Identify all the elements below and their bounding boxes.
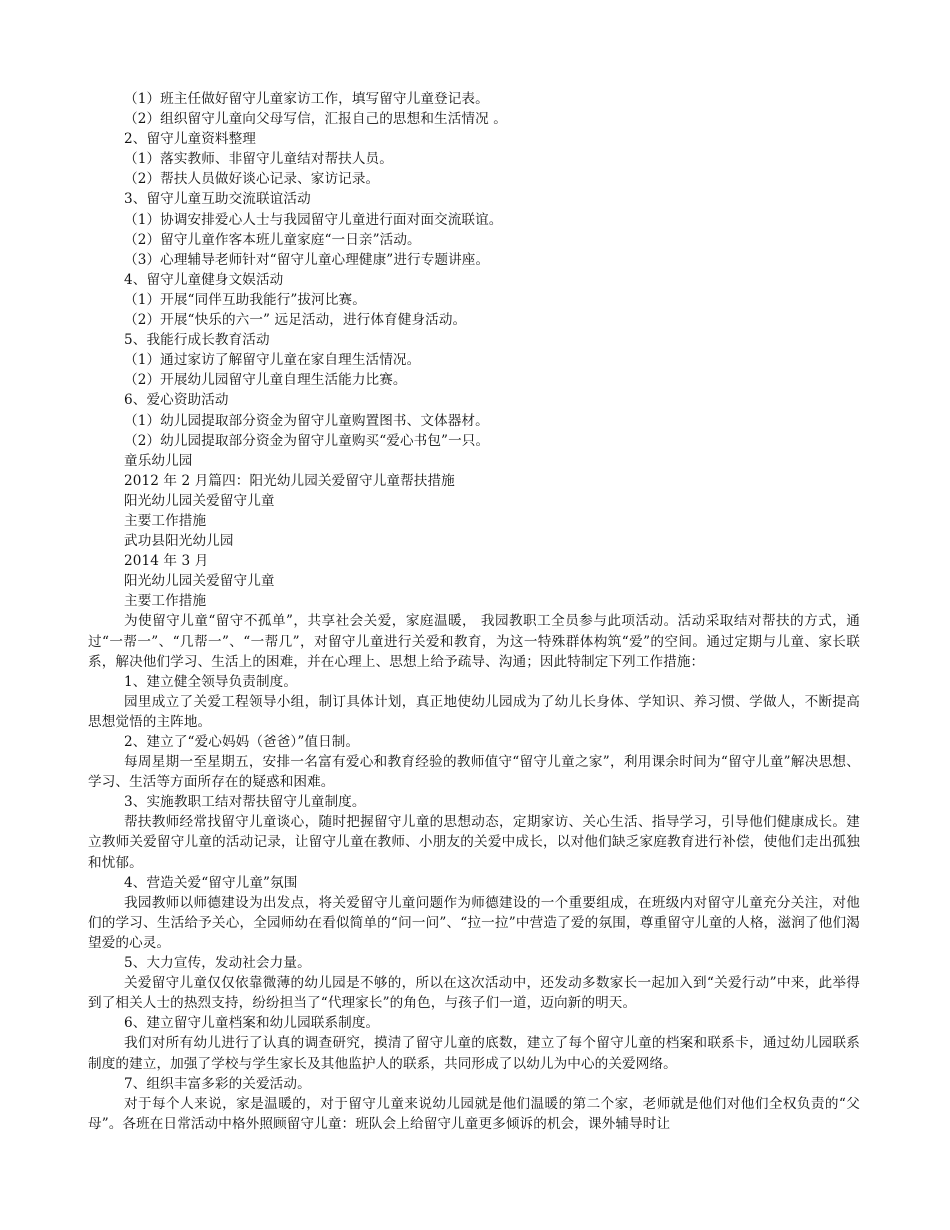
title-line: 阳光幼儿园关爱留守儿童 <box>124 492 275 509</box>
section-heading: 6、建立留守儿童档案和幼儿园联系制度。 <box>124 1015 380 1032</box>
section-heading: 6、爱心资助活动 <box>124 392 229 409</box>
document-body <box>88 89 860 1134</box>
text-line: （1）幼儿园提取部分资金为留守儿童购置图书、文体器材。 <box>124 412 489 429</box>
text-line: 童乐幼儿园 <box>124 452 193 469</box>
section-heading: 4、营造关爱“留守儿童”氛围 <box>124 874 298 891</box>
section-heading: 3、留守儿童互助交流联谊活动 <box>124 191 311 208</box>
section-heading: 3、实施教职工结对帮扶留守儿童制度。 <box>124 794 366 811</box>
text-line: （2）帮扶人员做好谈心记录、家访记录。 <box>124 171 380 188</box>
text-line: （1）落实教师、非留守儿童结对帮扶人员。 <box>124 151 393 168</box>
text-line: （1）协调安排爱心人士与我园留守儿童进行面对面交流联谊。 <box>124 211 503 228</box>
title-line: 主要工作措施 <box>124 512 207 529</box>
paragraph: 关爱留守儿童仅仅依靠微薄的幼儿园是不够的，所以在这次活动中，还发动多数家长一起加入到“关爱行动”中来，此举得到了相关人士的热烈支持，纷纷担当了“代理家长”的角色，与孩子们一道，迈向新的明天。 <box>88 975 860 1012</box>
title-line: 主要工作措施 <box>124 593 207 610</box>
text-line: 2012 年 2 月篇四：阳光幼儿园关爱留守儿童帮扶措施 <box>124 472 455 489</box>
paragraph: 我们对所有幼儿进行了认真的调查研究，摸清了留守儿童的底数，建立了每个留守儿童的档案和联系卡，通过幼儿园联系制度的建立，加强了学校与学生家长及其他监护人的联系，共同形成了以幼儿为中心的关爱网络。 <box>88 1035 860 1072</box>
text-line: （2）开展“快乐的六一” 远足活动，进行体育健身活动。 <box>124 312 467 329</box>
text-line: 2014 年 3 月 <box>124 553 209 570</box>
text-line: （2）组织留守儿童向父母写信，汇报自己的思想和生活情况 。 <box>124 111 507 128</box>
section-heading: 2、建立了“爱心妈妈（爸爸）”值日制。 <box>124 734 360 750</box>
text-line: （1）通过家访了解留守儿童在家自理生活情况。 <box>124 352 421 369</box>
paragraph: 帮扶教师经常找留守儿童谈心，随时把握留守儿童的思想动态，定期家访、关心生活、指导学习，引导他们健康成长。建立教师关爱留守儿童的活动记录，让留守儿童在教师、小朋友的关爱中成长，以对他们缺乏家庭教育进行补偿，使他们走出孤独和忧郁。 <box>88 814 860 871</box>
text-line: （3）心理辅导老师针对“留守儿童心理健康”进行专题讲座。 <box>124 251 490 268</box>
text-line: （2）幼儿园提取部分资金为留守儿童购买“爱心书包”一只。 <box>124 432 490 449</box>
title-line: 阳光幼儿园关爱留守儿童 <box>124 573 275 590</box>
section-heading: 4、留守儿童健身文娱活动 <box>124 271 284 288</box>
section-heading: 1、建立健全领导负责制度。 <box>124 673 298 690</box>
section-heading: 7、组织丰富多彩的关爱活动。 <box>124 1075 311 1092</box>
section-heading: 5、我能行成长教育活动 <box>124 332 270 349</box>
paragraph: 对于每个人来说，家是温暖的，对于留守儿童来说幼儿园就是他们温暖的第二个家，老师就是他们对他们全权负责的“父母”。各班在日常活动中格外照顾留守儿童：班队会上给留守儿童更多倾诉的机会，课外辅导时让 <box>88 1095 860 1132</box>
paragraph: 园里成立了关爱工程领导小组，制订具体计划，真正地使幼儿园成为了幼儿长身体、学知识、养习惯、学做人，不断提高思想觉悟的主阵地。 <box>88 693 860 730</box>
paragraph: 我园教师以师德建设为出发点，将关爱留守儿童问题作为师德建设的一个重要组成，在班级内对留守儿童充分关注，对他们的学习、生活给予关心，全园师幼在看似简单的“问一问”、“拉一拉”中营造了爱的氛围，尊重留守儿童的人格，滋润了他们渴望爱的心灵。 <box>88 894 860 951</box>
section-heading: 5、大力宣传，发动社会力量。 <box>124 955 311 972</box>
text-line: （2）留守儿童作客本班儿童家庭“一日亲”活动。 <box>124 231 421 248</box>
text-line: 武功县阳光幼儿园 <box>124 533 234 550</box>
paragraph: 为使留守儿童“留守不孤单”，共享社会关爱，家庭温暖， 我园教职工全员参与此项活动。活动采取结对帮扶的方式，通过“一帮一”、“几帮一”、“一帮几”，对留守儿童进行关爱和教育，为这一特殊群体构筑“爱”的空间。通过定期与儿童、家长联系，解决他们学习、生活上的困难，并在心理上、思想上给予疏导、沟通；因此特制定下列工作措施： <box>88 613 860 670</box>
paragraph: 每周星期一至星期五，安排一名富有爱心和教育经验的教师值守“留守儿童之家”，利用课余时间为“留守儿童”解决思想、学习、生活等方面所存在的疑惑和困难。 <box>88 754 860 791</box>
text-line: （1）班主任做好留守儿童家访工作，填写留守儿童登记表。 <box>124 91 489 107</box>
section-heading: 2、留守儿童资料整理 <box>124 131 256 148</box>
text-line: （2）开展幼儿园留守儿童自理生活能力比赛。 <box>124 372 407 389</box>
text-line: （1）开展“同伴互助我能行”拔河比赛。 <box>124 291 366 308</box>
